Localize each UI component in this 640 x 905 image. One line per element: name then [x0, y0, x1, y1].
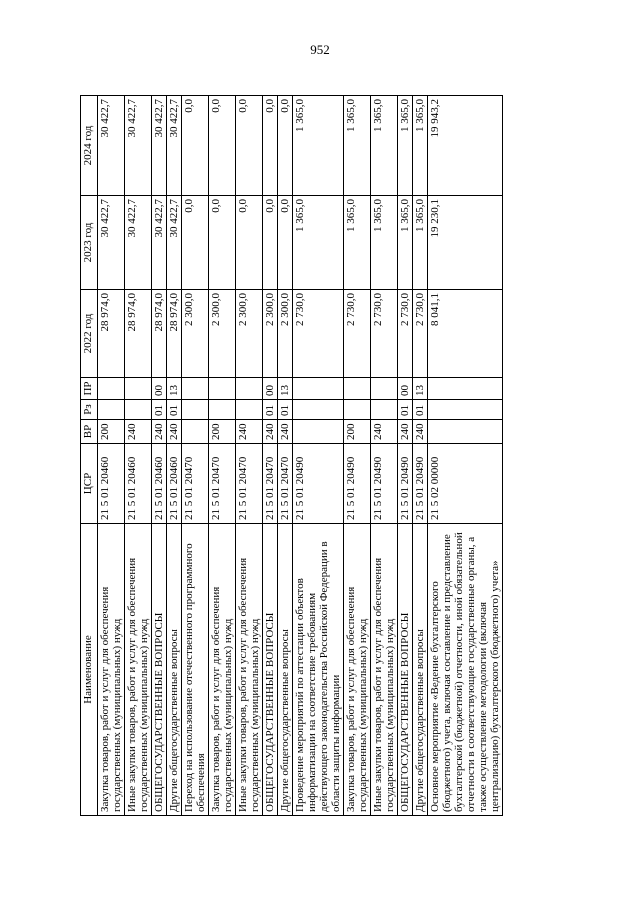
cell-rz — [209, 400, 236, 420]
cell-csr: 21 5 01 20470 — [263, 444, 278, 524]
cell-2023: 0,0 — [278, 196, 293, 290]
cell-2022: 2 730,0 — [344, 290, 371, 378]
cell-2022: 2 300,0 — [236, 290, 263, 378]
table-row — [263, 96, 278, 816]
table-row — [428, 96, 503, 816]
cell-rz: 01 — [152, 400, 167, 420]
header-2023: 2023 год — [81, 196, 98, 290]
cell-2023: 0,0 — [182, 196, 209, 290]
table-row — [209, 96, 236, 816]
cell-name: Закупка товаров, работ и услуг для обеспечения государственных (муниципальных) нужд — [98, 524, 125, 816]
cell-pr: 00 — [398, 378, 413, 400]
cell-2024: 1 365,0 — [413, 96, 428, 196]
table-wrapper — [80, 96, 501, 816]
cell-vr: 240 — [413, 420, 428, 444]
table-row — [413, 96, 428, 816]
cell-pr: 00 — [263, 378, 278, 400]
cell-2022: 2 300,0 — [209, 290, 236, 378]
table-row — [293, 96, 344, 816]
cell-name: Иные закупки товаров, работ и услуг для обеспечения государственных (муниципальных) нужд — [236, 524, 263, 816]
cell-vr: 240 — [236, 420, 263, 444]
cell-pr — [182, 378, 209, 400]
table-row — [167, 96, 182, 816]
cell-2024: 0,0 — [182, 96, 209, 196]
cell-rz — [125, 400, 152, 420]
cell-rz: 01 — [278, 400, 293, 420]
cell-name: Другие общегосударственные вопросы — [413, 524, 428, 816]
cell-name: ОБЩЕГОСУДАРСТВЕННЫЕ ВОПРОСЫ — [152, 524, 167, 816]
cell-2024: 1 365,0 — [293, 96, 344, 196]
cell-csr: 21 5 01 20490 — [293, 444, 344, 524]
cell-vr — [293, 420, 344, 444]
cell-2023: 19 230,1 — [428, 196, 503, 290]
cell-2023: 30 422,7 — [125, 196, 152, 290]
table-row — [278, 96, 293, 816]
cell-rz — [371, 400, 398, 420]
cell-2023: 1 365,0 — [413, 196, 428, 290]
cell-2024: 0,0 — [236, 96, 263, 196]
cell-2024: 1 365,0 — [371, 96, 398, 196]
header-csr: ЦСР — [81, 444, 98, 524]
cell-pr — [209, 378, 236, 400]
cell-2023: 30 422,7 — [152, 196, 167, 290]
cell-2023: 1 365,0 — [344, 196, 371, 290]
cell-2024: 1 365,0 — [398, 96, 413, 196]
cell-vr: 240 — [371, 420, 398, 444]
cell-rz — [236, 400, 263, 420]
cell-vr — [182, 420, 209, 444]
cell-vr: 240 — [278, 420, 293, 444]
cell-vr: 240 — [125, 420, 152, 444]
table-row — [398, 96, 413, 816]
cell-pr — [371, 378, 398, 400]
cell-2022: 28 974,0 — [167, 290, 182, 378]
table-row — [125, 96, 152, 816]
header-2024: 2024 год — [81, 96, 98, 196]
cell-pr — [236, 378, 263, 400]
cell-2024: 1 365,0 — [344, 96, 371, 196]
cell-pr: 00 — [152, 378, 167, 400]
cell-vr: 240 — [152, 420, 167, 444]
cell-csr: 21 5 01 20470 — [236, 444, 263, 524]
cell-2022: 2 730,0 — [413, 290, 428, 378]
cell-pr: 13 — [413, 378, 428, 400]
cell-vr: 200 — [98, 420, 125, 444]
cell-name: ОБЩЕГОСУДАРСТВЕННЫЕ ВОПРОСЫ — [263, 524, 278, 816]
cell-csr: 21 5 01 20490 — [344, 444, 371, 524]
rotated-table-area — [80, 96, 501, 816]
table-row — [152, 96, 167, 816]
cell-pr — [293, 378, 344, 400]
cell-2023: 30 422,7 — [167, 196, 182, 290]
cell-vr: 240 — [167, 420, 182, 444]
cell-2023: 1 365,0 — [293, 196, 344, 290]
cell-name: Переход на использование отечественного программного обеспечения — [182, 524, 209, 816]
cell-csr: 21 5 01 20470 — [182, 444, 209, 524]
cell-vr: 200 — [209, 420, 236, 444]
cell-rz — [98, 400, 125, 420]
cell-csr: 21 5 02 00000 — [428, 444, 503, 524]
cell-vr: 200 — [344, 420, 371, 444]
cell-vr: 240 — [398, 420, 413, 444]
cell-rz: 01 — [413, 400, 428, 420]
table-row — [98, 96, 125, 816]
header-2022: 2022 год — [81, 290, 98, 378]
cell-2024: 0,0 — [278, 96, 293, 196]
cell-rz: 01 — [167, 400, 182, 420]
cell-rz: 01 — [263, 400, 278, 420]
cell-pr — [98, 378, 125, 400]
cell-2022: 28 974,0 — [152, 290, 167, 378]
table-row — [371, 96, 398, 816]
cell-2024: 30 422,7 — [152, 96, 167, 196]
budget-table — [80, 95, 503, 816]
cell-2023: 1 365,0 — [371, 196, 398, 290]
table-header-row — [81, 96, 98, 816]
cell-pr — [125, 378, 152, 400]
table-row — [344, 96, 371, 816]
table-body — [98, 96, 503, 816]
cell-rz — [182, 400, 209, 420]
header-pr: ПР — [81, 378, 98, 400]
cell-2022: 2 300,0 — [263, 290, 278, 378]
cell-2022: 28 974,0 — [125, 290, 152, 378]
cell-name: ОБЩЕГОСУДАРСТВЕННЫЕ ВОПРОСЫ — [398, 524, 413, 816]
cell-name: Другие общегосударственные вопросы — [278, 524, 293, 816]
cell-2023: 1 365,0 — [398, 196, 413, 290]
cell-name: Закупка товаров, работ и услуг для обеспечения государственных (муниципальных) нужд — [344, 524, 371, 816]
cell-rz: 01 — [398, 400, 413, 420]
cell-pr — [428, 378, 503, 400]
cell-name: Другие общегосударственные вопросы — [167, 524, 182, 816]
cell-csr: 21 5 01 20490 — [371, 444, 398, 524]
cell-csr: 21 5 01 20490 — [413, 444, 428, 524]
cell-2024: 19 943,2 — [428, 96, 503, 196]
cell-2023: 30 422,7 — [98, 196, 125, 290]
table-row — [182, 96, 209, 816]
table-row — [236, 96, 263, 816]
cell-name: Иные закупки товаров, работ и услуг для обеспечения государственных (муниципальных) нужд — [125, 524, 152, 816]
cell-csr: 21 5 01 20470 — [278, 444, 293, 524]
cell-2024: 30 422,7 — [167, 96, 182, 196]
cell-2022: 8 041,1 — [428, 290, 503, 378]
header-rz: Рз — [81, 400, 98, 420]
cell-2024: 0,0 — [209, 96, 236, 196]
cell-2022: 2 300,0 — [278, 290, 293, 378]
cell-2022: 28 974,0 — [98, 290, 125, 378]
cell-2022: 2 300,0 — [182, 290, 209, 378]
cell-name: Основное мероприятие «Ведение бухгалтерского (бюджетного) учета, включая составление и представление бухгалтерской (бюджетной) отчетности, иной обязательной отчетности в соответствующие государственные органы, а также осуществление методологии (включая централизацию) бухгалтерского (бюджетного) учета» — [428, 524, 503, 816]
cell-2024: 0,0 — [263, 96, 278, 196]
header-name: Наименование — [81, 524, 98, 816]
cell-csr: 21 5 01 20460 — [152, 444, 167, 524]
cell-2022: 2 730,0 — [293, 290, 344, 378]
cell-vr — [428, 420, 503, 444]
cell-csr: 21 5 01 20460 — [98, 444, 125, 524]
cell-2024: 30 422,7 — [98, 96, 125, 196]
cell-2022: 2 730,0 — [371, 290, 398, 378]
cell-2022: 2 730,0 — [398, 290, 413, 378]
cell-rz — [428, 400, 503, 420]
cell-pr — [344, 378, 371, 400]
cell-vr: 240 — [263, 420, 278, 444]
cell-2023: 0,0 — [236, 196, 263, 290]
cell-2024: 30 422,7 — [125, 96, 152, 196]
cell-name: Иные закупки товаров, работ и услуг для обеспечения государственных (муниципальных) нужд — [371, 524, 398, 816]
cell-csr: 21 5 01 20490 — [398, 444, 413, 524]
cell-rz — [293, 400, 344, 420]
cell-csr: 21 5 01 20460 — [167, 444, 182, 524]
page-number: 952 — [310, 42, 330, 57]
cell-csr: 21 5 01 20460 — [125, 444, 152, 524]
cell-2023: 0,0 — [209, 196, 236, 290]
cell-2023: 0,0 — [263, 196, 278, 290]
cell-pr: 13 — [167, 378, 182, 400]
cell-rz — [344, 400, 371, 420]
cell-csr: 21 5 01 20470 — [209, 444, 236, 524]
cell-name: Закупка товаров, работ и услуг для обеспечения государственных (муниципальных) нужд — [209, 524, 236, 816]
cell-name: Проведение мероприятий по аттестации объектов информатизации на соответствие требованиям действующего законодательства Российской Федерации в области защиты информации — [293, 524, 344, 816]
cell-pr: 13 — [278, 378, 293, 400]
header-vr: ВР — [81, 420, 98, 444]
